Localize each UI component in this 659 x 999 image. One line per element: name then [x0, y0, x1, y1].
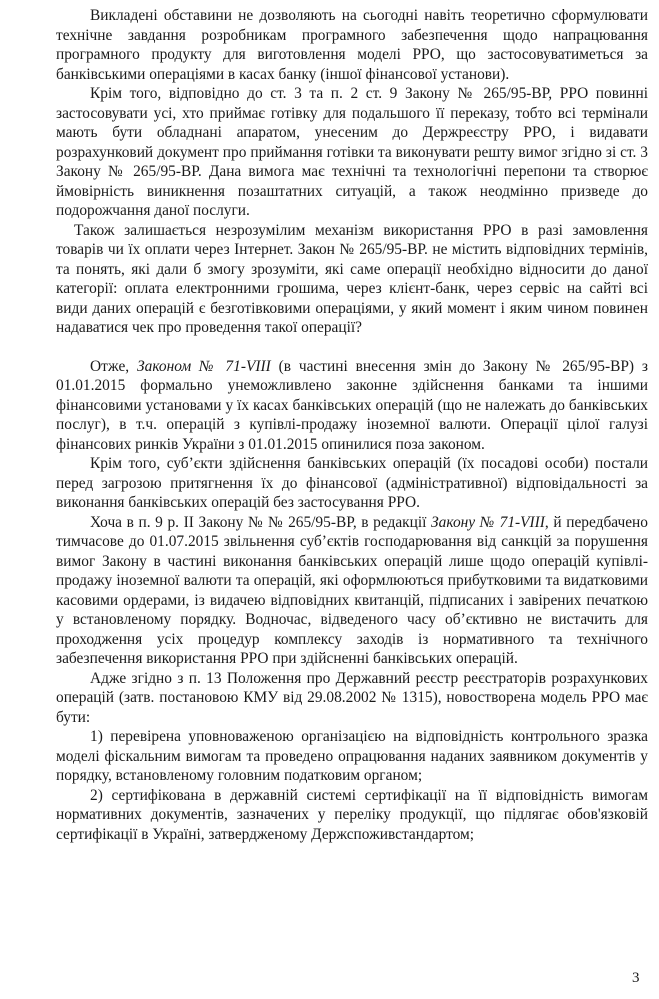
paragraph-registry-regulation: Адже згідно з п. 13 Положення про Державний реєстр реєстраторів розрахункових операцій (затв. постановою КМУ від 29.08.2002 № 1315), новостворена модель РРО має бути:	[56, 669, 648, 726]
list-item-verification: 1) перевірена уповноваженою організацією на відповідність контрольного зразка моделі фіскальним вимогам та проведено опрацювання наданих заявником документів у порядку, встановленому головним податковим органом;	[56, 728, 648, 784]
text: , й передбачено тимчасове до 01.07.2015 звільнення суб’єктів господарювання від санкцій за порушення вимог Закону в частині виконання банківських операцій лише щодо операцій купівлі-продажу іноземної валюти та операцій, які оформлюються прибутковими та видатковими касовими ордерами, із видачею відповідних квитанцій, підписаних і завірених печаткою у встановленому порядку. Водночас, відведеного часу об’єктивно не вистачить для проходження усіх процедур комплексу заходів із нормативного та технічного забезпечення використання РРО при здійсненні банківських операцій.	[56, 513, 648, 667]
paragraph-liability: Крім того, суб’єкти здійснення банківських операцій (їх посадові особи) постали перед загрозою притягнення їх до фінансової (адміністративної) відповідальності за виконання банківських операцій без застосування РРО.	[56, 455, 648, 511]
list-item-certification: 2) сертифікована в державній системі сертифікації на її відповідність вимогам нормативних документів, зазначених у переліку продукції, що підлягає обов'язковій сертифікації в Україні, затвердженому Держспоживстандартом;	[56, 786, 648, 843]
text: Отже,	[90, 357, 137, 375]
law-reference: Закону № 71-VIII	[431, 513, 545, 531]
text: (в частині внесення змін до Закону № 265/95-ВР) з 01.01.2015 формально унеможливлено законне здійснення банками та іншими фінансовими установами у їх касах банківських операцій (що не належать до банківських послуг), в т.ч. операцій з купівлі-продажу іноземної валюти. Операції цілої галузі фінансових ринків України з 01.01.2015 опинилися поза законом.	[56, 357, 648, 453]
law-reference: Законом № 71-VIII	[137, 357, 271, 375]
document-page	[56, 6, 648, 844]
paragraph-internet-payments: Також залишається незрозумілим механізм використання РРО в разі замовлення товарів чи їх оплати через Інтернет. Закон № 265/95-ВР. не містить відповідних термінів, та понять, які дали б змогу зрозуміти, які саме операції необхідно відносити до даної категорії: оплата електронними грошима, через клієнт-банк, через сервіс на сайті всі види даних операцій є безготівковими операціями, у який момент і яким чином повинен надаватися чек про проведення такої операції?	[56, 221, 648, 336]
paragraph-law-71	[56, 357, 648, 455]
text: Хоча в п. 9 р. II Закону № № 265/95-ВР, в редакції	[90, 513, 432, 531]
page-number: 3	[632, 970, 640, 986]
paragraph-temporary-exemption	[56, 513, 648, 669]
paragraph-circumstances: Викладені обставини не дозволяють на сьогодні навіть теоретично сформулювати технічне завдання розробникам програмного забезпечення щодо напрацювання програмного продукту для виготовлення моделі РРО, що застосовуватиметься за банківськими операціями в касах банку (іншої фінансової установи).	[56, 7, 648, 83]
paragraph-rro-terminals: Крім того, відповідно до ст. 3 та п. 2 ст. 9 Закону № 265/95-ВР, РРО повинні застосовувати усі, хто приймає готівку для подальшого її переказу, тобто всі термінали мають бути обладнані апаратом, унесеним до Держреєстру РРО, і видавати розрахунковий документ про приймання готівки та виконувати решту вимог згідно зі ст. 3 Закону № 265/95-ВР. Дана вимога має технічні та технологічні перепони та створює ймовірність виникнення позаштатних ситуацій, а також неодмінно призведе до подорожчання даної послуги.	[56, 85, 648, 219]
